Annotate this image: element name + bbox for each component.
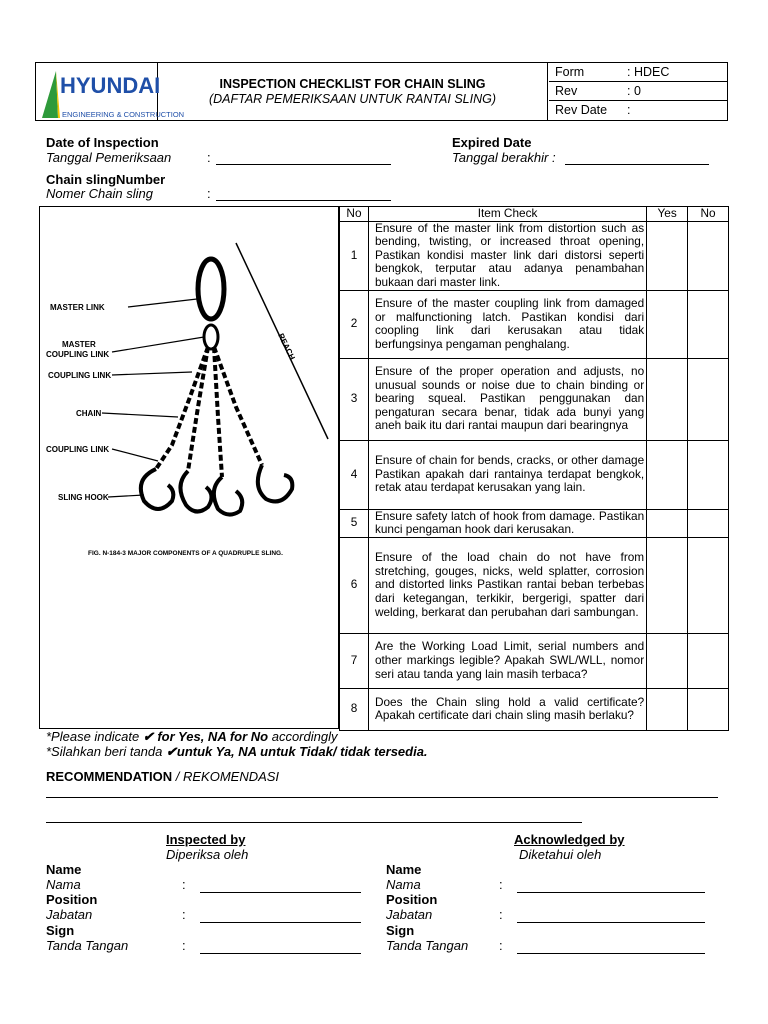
checklist-row bbox=[340, 221, 729, 290]
form-info-row bbox=[549, 63, 727, 82]
row-number: 8 bbox=[340, 688, 369, 730]
recommendation-line[interactable] bbox=[46, 822, 582, 823]
hyundai-logo bbox=[36, 63, 185, 120]
inspector-sign-label-id: Tanda Tangan bbox=[46, 938, 129, 953]
acknowledger-name-label-id: Nama bbox=[386, 877, 421, 892]
label-master: MASTER bbox=[62, 340, 96, 349]
col-item-check: Item Check bbox=[368, 207, 646, 222]
form-info-row bbox=[549, 101, 727, 120]
item-check-text: Ensure of the proper operation and adjusts, no unusual sounds or noise due to chain binding or bearing squeal. Pastikan penggunakan dan pengaturan secara benar, tidak ada bunyi yang aneh baik itu dari rantai maupun dari bearingnya bbox=[368, 358, 646, 440]
item-check-text: Does the Chain sling hold a valid certificate? Apakah certificate dari chain sling masih berlaku? bbox=[368, 688, 646, 730]
inspector-position-line[interactable] bbox=[200, 922, 361, 923]
form-title: INSPECTION CHECKLIST FOR CHAIN SLING bbox=[219, 77, 486, 91]
form-info-value: : bbox=[627, 103, 631, 117]
col-yes: Yes bbox=[647, 207, 688, 222]
item-check-text: Ensure of chain for bends, cracks, or other damage Pastikan apakah dari rantainya terdapat bengkok, retak atau terdapat kerusakan yang lain. bbox=[368, 440, 646, 509]
inspector-sign-line[interactable] bbox=[200, 953, 361, 954]
label-reach: REACH bbox=[276, 331, 297, 362]
acknowledged-by-label-id: Diketahui oleh bbox=[519, 847, 602, 862]
inspector-name-line[interactable] bbox=[200, 892, 361, 893]
inspector-name-label: Name bbox=[46, 862, 82, 877]
checklist-row bbox=[340, 537, 729, 633]
checklist-row bbox=[340, 440, 729, 509]
acknowledger-name-line[interactable] bbox=[517, 892, 705, 893]
row-number: 5 bbox=[340, 509, 369, 537]
col-no-answer: No bbox=[688, 207, 729, 222]
row-number: 7 bbox=[340, 633, 369, 688]
date-label: Date of Inspection bbox=[46, 135, 159, 150]
sling-colon: : bbox=[207, 186, 211, 201]
form-info-label: Rev bbox=[549, 82, 621, 101]
recommendation-label: RECOMMENDATION bbox=[46, 769, 173, 784]
recommendation-heading bbox=[46, 769, 279, 784]
quadruple-sling-figure bbox=[40, 207, 338, 728]
label-master-coupling-link: COUPLING LINK bbox=[46, 350, 110, 359]
inspector-sign-label: Sign bbox=[46, 923, 75, 938]
recommendation-line[interactable] bbox=[46, 797, 718, 798]
checklist-row bbox=[340, 633, 729, 688]
no-cell[interactable] bbox=[688, 290, 729, 358]
checklist-row bbox=[340, 688, 729, 730]
yes-cell[interactable] bbox=[647, 358, 688, 440]
acknowledger-position-line[interactable] bbox=[517, 922, 705, 923]
title-box bbox=[158, 63, 548, 120]
label-coupling-link: COUPLING LINK bbox=[48, 371, 112, 380]
acknowledger-sign-label-id: Tanda Tangan bbox=[386, 938, 469, 953]
no-cell[interactable] bbox=[688, 358, 729, 440]
col-no: No bbox=[340, 207, 369, 222]
figure-caption: FIG. N-184-3 MAJOR COMPONENTS OF A QUADRUPLE SLING. bbox=[88, 550, 283, 557]
row-number: 6 bbox=[340, 537, 369, 633]
note-emphasis: ✔untuk Ya, NA untuk Tidak/ tidak tersedia. bbox=[165, 744, 428, 759]
form-info-value: : 0 bbox=[621, 82, 727, 101]
logo-subtext: ENGINEERING & CONSTRUCTION bbox=[62, 110, 185, 119]
no-cell[interactable] bbox=[688, 633, 729, 688]
acknowledger-position-label: Position bbox=[386, 892, 438, 907]
yes-cell[interactable] bbox=[647, 221, 688, 290]
acknowledger-position-label-id: Jabatan bbox=[386, 907, 433, 922]
no-cell[interactable] bbox=[688, 688, 729, 730]
form-info-label: Rev Date bbox=[555, 103, 608, 117]
yes-cell[interactable] bbox=[647, 688, 688, 730]
inspector-position-label: Position bbox=[46, 892, 98, 907]
acknowledger-name-label: Name bbox=[386, 862, 422, 877]
logo-graphic bbox=[36, 63, 185, 120]
inspector-name-label-id: Nama bbox=[46, 877, 81, 892]
form-info-value: : HDEC bbox=[621, 63, 727, 82]
sling-number-input-line[interactable] bbox=[216, 200, 391, 201]
colon: : bbox=[499, 938, 503, 953]
yes-cell[interactable] bbox=[647, 537, 688, 633]
item-check-text: Ensure of the load chain do not have from stretching, gouges, nicks, weld splatter, corrosion and distorted links Pastikan rantai beban terbebas dari ketegangan, terkikir, bergerigi, spatter dari welding, berkarat dan perubahan dari sambungan. bbox=[368, 537, 646, 633]
yes-cell[interactable] bbox=[647, 633, 688, 688]
sling-diagram bbox=[39, 206, 339, 729]
acknowledged-by-label: Acknowledged by bbox=[514, 832, 625, 847]
form-subtitle: (DAFTAR PEMERIKSAAN UNTUK RANTAI SLING) bbox=[208, 92, 497, 106]
yes-cell[interactable] bbox=[647, 509, 688, 537]
item-check-text: Ensure safety latch of hook from damage. Pastikan kunci pengaman hook dari kerusakan. bbox=[368, 509, 646, 537]
expired-label-id: Tanggal berakhir : bbox=[452, 150, 556, 165]
no-cell[interactable] bbox=[688, 221, 729, 290]
row-number: 1 bbox=[340, 221, 369, 290]
colon: : bbox=[182, 938, 186, 953]
colon: : bbox=[499, 907, 503, 922]
note-text: *Please indicate bbox=[46, 729, 143, 744]
colon: : bbox=[499, 877, 503, 892]
item-check-text: Ensure of the master link from distortion such as bending, twisting, or increased throat opening, Pastikan kondisi master link dari distorsi seperti bengkok, terputar atau adanya penambahan bukaan dari master link. bbox=[368, 221, 646, 290]
no-cell[interactable] bbox=[688, 537, 729, 633]
row-number: 4 bbox=[340, 440, 369, 509]
form-info-label: Form bbox=[549, 63, 621, 82]
row-number: 2 bbox=[340, 290, 369, 358]
date-colon: : bbox=[207, 150, 211, 165]
colon: : bbox=[182, 907, 186, 922]
item-check-text: Ensure of the master coupling link from damaged or malfunctioning latch. Pastikan kondisi dari coopling link dari kerusakan atau tidak berfungsinya pengaman penghalang. bbox=[368, 290, 646, 358]
sling-number-label: Chain slingNumber bbox=[46, 172, 166, 187]
date-label-id: Tanggal Pemeriksaan bbox=[46, 150, 172, 165]
checklist-table bbox=[339, 206, 729, 731]
inspected-by-label-id: Diperiksa oleh bbox=[166, 847, 249, 862]
checklist-row bbox=[340, 509, 729, 537]
checklist-row bbox=[340, 358, 729, 440]
sling-number-label-id: Nomer Chain sling bbox=[46, 186, 153, 201]
yes-cell[interactable] bbox=[647, 290, 688, 358]
form-info-row bbox=[549, 82, 727, 101]
inspected-by-label: Inspected by bbox=[166, 832, 246, 847]
note-emphasis: ✔ for Yes, NA for No bbox=[142, 729, 269, 744]
acknowledger-sign-label: Sign bbox=[386, 923, 415, 938]
note-indonesian bbox=[46, 744, 428, 760]
note-text: accordingly bbox=[268, 729, 338, 744]
no-cell[interactable] bbox=[688, 509, 729, 537]
date-input-line[interactable] bbox=[216, 164, 391, 165]
acknowledger-sign-line[interactable] bbox=[517, 953, 705, 954]
label-master-link: MASTER LINK bbox=[50, 303, 105, 312]
colon: : bbox=[182, 877, 186, 892]
checklist-row bbox=[340, 290, 729, 358]
label-coupling-link-lower: COUPLING LINK bbox=[46, 445, 110, 454]
form-header bbox=[35, 62, 728, 121]
label-chain: CHAIN bbox=[76, 409, 102, 418]
checklist-header-row bbox=[340, 207, 729, 222]
logo-text: HYUNDAI bbox=[60, 73, 161, 98]
inspector-position-label-id: Jabatan bbox=[46, 907, 93, 922]
item-check-text: Are the Working Load Limit, serial numbers and other markings legible? Apakah SWL/WLL, nomor seri atau tanda yang lain masih terbaca? bbox=[368, 633, 646, 688]
recommendation-label-id: / REKOMENDASI bbox=[172, 769, 280, 784]
expired-label: Expired Date bbox=[452, 135, 532, 150]
row-number: 3 bbox=[340, 358, 369, 440]
note-english bbox=[46, 729, 337, 745]
form-info-table bbox=[549, 63, 727, 119]
no-cell[interactable] bbox=[688, 440, 729, 509]
yes-cell[interactable] bbox=[647, 440, 688, 509]
label-sling-hook: SLING HOOK bbox=[58, 493, 109, 502]
note-text: *Silahkan beri tanda bbox=[46, 744, 166, 759]
expired-input-line[interactable] bbox=[565, 164, 709, 165]
